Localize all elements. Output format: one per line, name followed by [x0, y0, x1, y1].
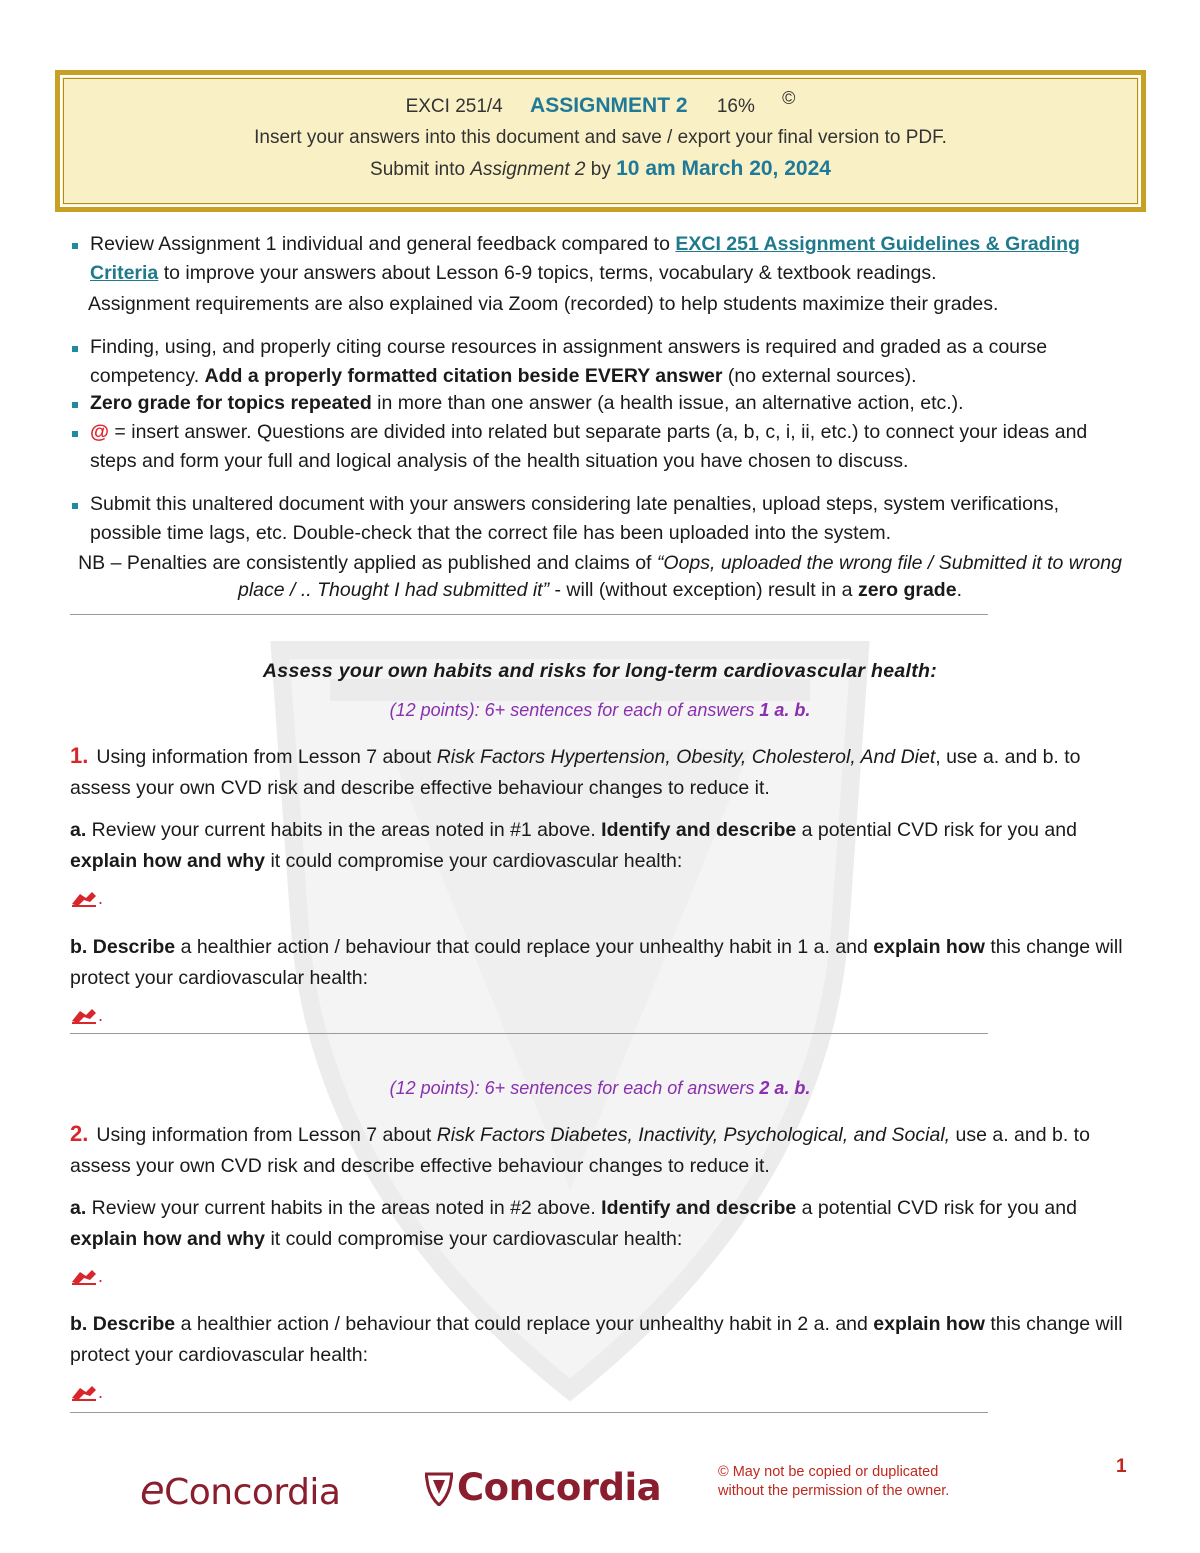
question-text: , use a. and b. to assess your own CVD risk and describe effective behaviour changes to reduce it.	[70, 746, 1081, 799]
part-letter: b.	[70, 1313, 88, 1335]
part-text: this change will protect your cardiovascular health:	[70, 936, 1123, 989]
question-number: 1.	[70, 743, 89, 768]
part-text: this change will protect your cardiovascular health:	[70, 1313, 1123, 1366]
note-text: .	[956, 579, 962, 601]
part-text: it could compromise your cardiovascular health:	[265, 850, 683, 872]
question-number: 2.	[70, 1121, 89, 1146]
answer-marker: .	[98, 1266, 104, 1286]
part-letter: b.	[70, 936, 88, 958]
q2-points	[0, 1078, 1200, 1099]
bullet-square-icon	[72, 346, 78, 352]
q1b-prompt	[70, 932, 1130, 994]
list-item	[70, 490, 1130, 548]
part-bold: Identify and describe	[601, 819, 797, 841]
q1b-answer-field[interactable]	[70, 1005, 103, 1026]
bullet-bold-text: Zero grade for topics repeated	[90, 392, 372, 414]
bullet-text: = insert answer. Questions are divided into related but separate parts (a, b, c, i, ii, etc.) to connect your ideas and steps and form your full and logical analysis of the health situation you have chosen to discuss.	[90, 421, 1088, 472]
header-submit-line	[62, 153, 1139, 185]
part-bold: explain how and why	[70, 850, 266, 872]
q1a-prompt	[70, 815, 1130, 877]
assignment-title: ASSIGNMENT 2	[530, 94, 688, 117]
bullet-text: (no external sources).	[722, 365, 917, 387]
points-text: (12 points): 6+ sentences for each of answers	[389, 700, 760, 720]
q1-prompt	[70, 740, 1130, 804]
submit-by: by	[585, 159, 617, 180]
header-box	[55, 70, 1146, 212]
copyright-symbol: ©	[782, 88, 796, 108]
course-code: EXCI 251/4	[405, 96, 503, 117]
q2b-prompt	[70, 1309, 1130, 1371]
writing-hand-icon	[70, 1384, 98, 1402]
part-letter: a.	[70, 819, 87, 841]
part-text: Review your current habits in the areas noted in #1 above.	[86, 819, 602, 841]
bullet-text: Submit this unaltered document with your answers considering late penalties, upload steps, system verifications, possible time lags, etc. Double-check that the correct file has been uploaded into the system.	[90, 493, 1059, 544]
question-topic: Risk Factors Hypertension, Obesity, Cholesterol, And Diet	[436, 746, 936, 768]
q2a-prompt	[70, 1193, 1130, 1255]
part-bold: explain how	[873, 1313, 985, 1335]
copyright-line: © May not be copied or duplicated	[718, 1464, 939, 1480]
assignment-weight: 16%	[716, 96, 755, 117]
concordia-shield-icon	[425, 1472, 453, 1506]
question-text: Using information from Lesson 7 about	[96, 1124, 437, 1146]
part-text: Review your current habits in the areas noted in #2 above.	[86, 1197, 602, 1219]
divider	[70, 1412, 988, 1413]
q2a-answer-field[interactable]	[70, 1266, 103, 1287]
part-text: it could compromise your cardiovascular health:	[265, 1228, 683, 1250]
note-bold: zero grade	[857, 579, 957, 601]
header-title-line	[62, 77, 1139, 122]
bullet-bold-text: Add a properly formatted citation beside EVERY answer	[204, 365, 723, 387]
header-inner	[60, 75, 1141, 207]
bullet-square-icon	[72, 243, 78, 249]
part-bold: Describe	[87, 936, 176, 958]
page-number: 1	[1116, 1456, 1127, 1477]
divider	[70, 614, 988, 615]
bullet-text: Review Assignment 1 individual and general feedback compared to	[90, 233, 676, 255]
section-title: Assess your own habits and risks for long-term cardiovascular health:	[262, 660, 938, 682]
list-item	[70, 230, 1130, 288]
list-item	[70, 333, 1130, 391]
writing-hand-icon	[70, 1007, 98, 1025]
writing-hand-icon	[70, 890, 98, 908]
part-bold: explain how	[873, 936, 985, 958]
bullet-square-icon	[72, 503, 78, 509]
concordia-logo	[425, 1466, 661, 1509]
instructions-list	[70, 230, 1130, 604]
logo-text: Concordia	[164, 1472, 341, 1513]
penalty-note	[70, 550, 1130, 604]
copyright-notice	[718, 1463, 949, 1501]
bullet-text: in more than one answer (a health issue, an alternative action, etc.).	[371, 392, 964, 414]
question-topic: Risk Factors Diabetes, Inactivity, Psychological, and Social,	[436, 1124, 951, 1146]
question-text: Using information from Lesson 7 about	[96, 746, 437, 768]
part-bold: Identify and describe	[601, 1197, 797, 1219]
answer-marker: .	[98, 1005, 104, 1025]
part-letter: a.	[70, 1197, 87, 1219]
part-text: a potential CVD risk for you and	[796, 1197, 1077, 1219]
bullet-text: Assignment requirements are also explained via Zoom (recorded) to help students maximize their grades.	[88, 293, 999, 315]
copyright-line: without the permission of the owner.	[718, 1483, 950, 1499]
logo-text: Concordia	[457, 1466, 662, 1509]
econcordia-logo	[140, 1468, 341, 1514]
points-bold: 2 a. b.	[759, 1078, 811, 1098]
bullet-square-icon	[72, 402, 78, 408]
question-text: use a. and b. to assess your own CVD risk and describe effective behaviour changes to reduce it.	[70, 1124, 1090, 1177]
logo-e: e	[140, 1468, 165, 1514]
list-item	[70, 418, 1130, 476]
note-text: NB – Penalties are consistently applied as published and claims of	[78, 552, 657, 574]
part-bold: explain how and why	[70, 1228, 266, 1250]
bullet-square-icon	[72, 431, 78, 437]
submit-prefix: Submit into	[370, 159, 471, 180]
header-instruction: Insert your answers into this document and save / export your final version to PDF.	[254, 127, 947, 148]
q1a-answer-field[interactable]	[70, 888, 103, 909]
points-text: (12 points): 6+ sentences for each of answers	[389, 1078, 760, 1098]
answer-marker: .	[98, 1382, 104, 1402]
q2-prompt	[70, 1118, 1130, 1182]
submit-target: Assignment 2	[470, 159, 586, 180]
part-text: a healthier action / behaviour that could replace your unhealthy habit in 1 a. and	[175, 936, 874, 958]
guidelines-link[interactable]: EXCI 251 Assignment Guidelines & Grading Criteria	[90, 233, 1080, 284]
list-item	[70, 389, 1130, 418]
bullet-text: to improve your answers about Lesson 6-9 topics, terms, vocabulary & textbook readings.	[158, 262, 937, 284]
q1-points	[0, 700, 1200, 721]
at-symbol: @	[90, 421, 110, 443]
note-quote: “Oops, uploaded the wrong file / Submitted it to wrong place / .. Thought I had submitted it”	[237, 552, 1122, 601]
part-text: a healthier action / behaviour that could replace your unhealthy habit in 2 a. and	[175, 1313, 874, 1335]
writing-hand-icon	[70, 1268, 98, 1286]
part-bold: Describe	[87, 1313, 176, 1335]
due-date: 10 am March 20, 2024	[616, 157, 831, 180]
bullet-text: Finding, using, and properly citing course resources in assignment answers is required and graded as a course competency.	[90, 336, 1048, 387]
note-text: - will (without exception) result in a	[549, 579, 858, 601]
points-bold: 1 a. b.	[759, 700, 811, 720]
divider	[70, 1033, 988, 1034]
part-text: a potential CVD risk for you and	[796, 819, 1077, 841]
answer-marker: .	[98, 888, 104, 908]
q2b-answer-field[interactable]	[70, 1382, 103, 1403]
